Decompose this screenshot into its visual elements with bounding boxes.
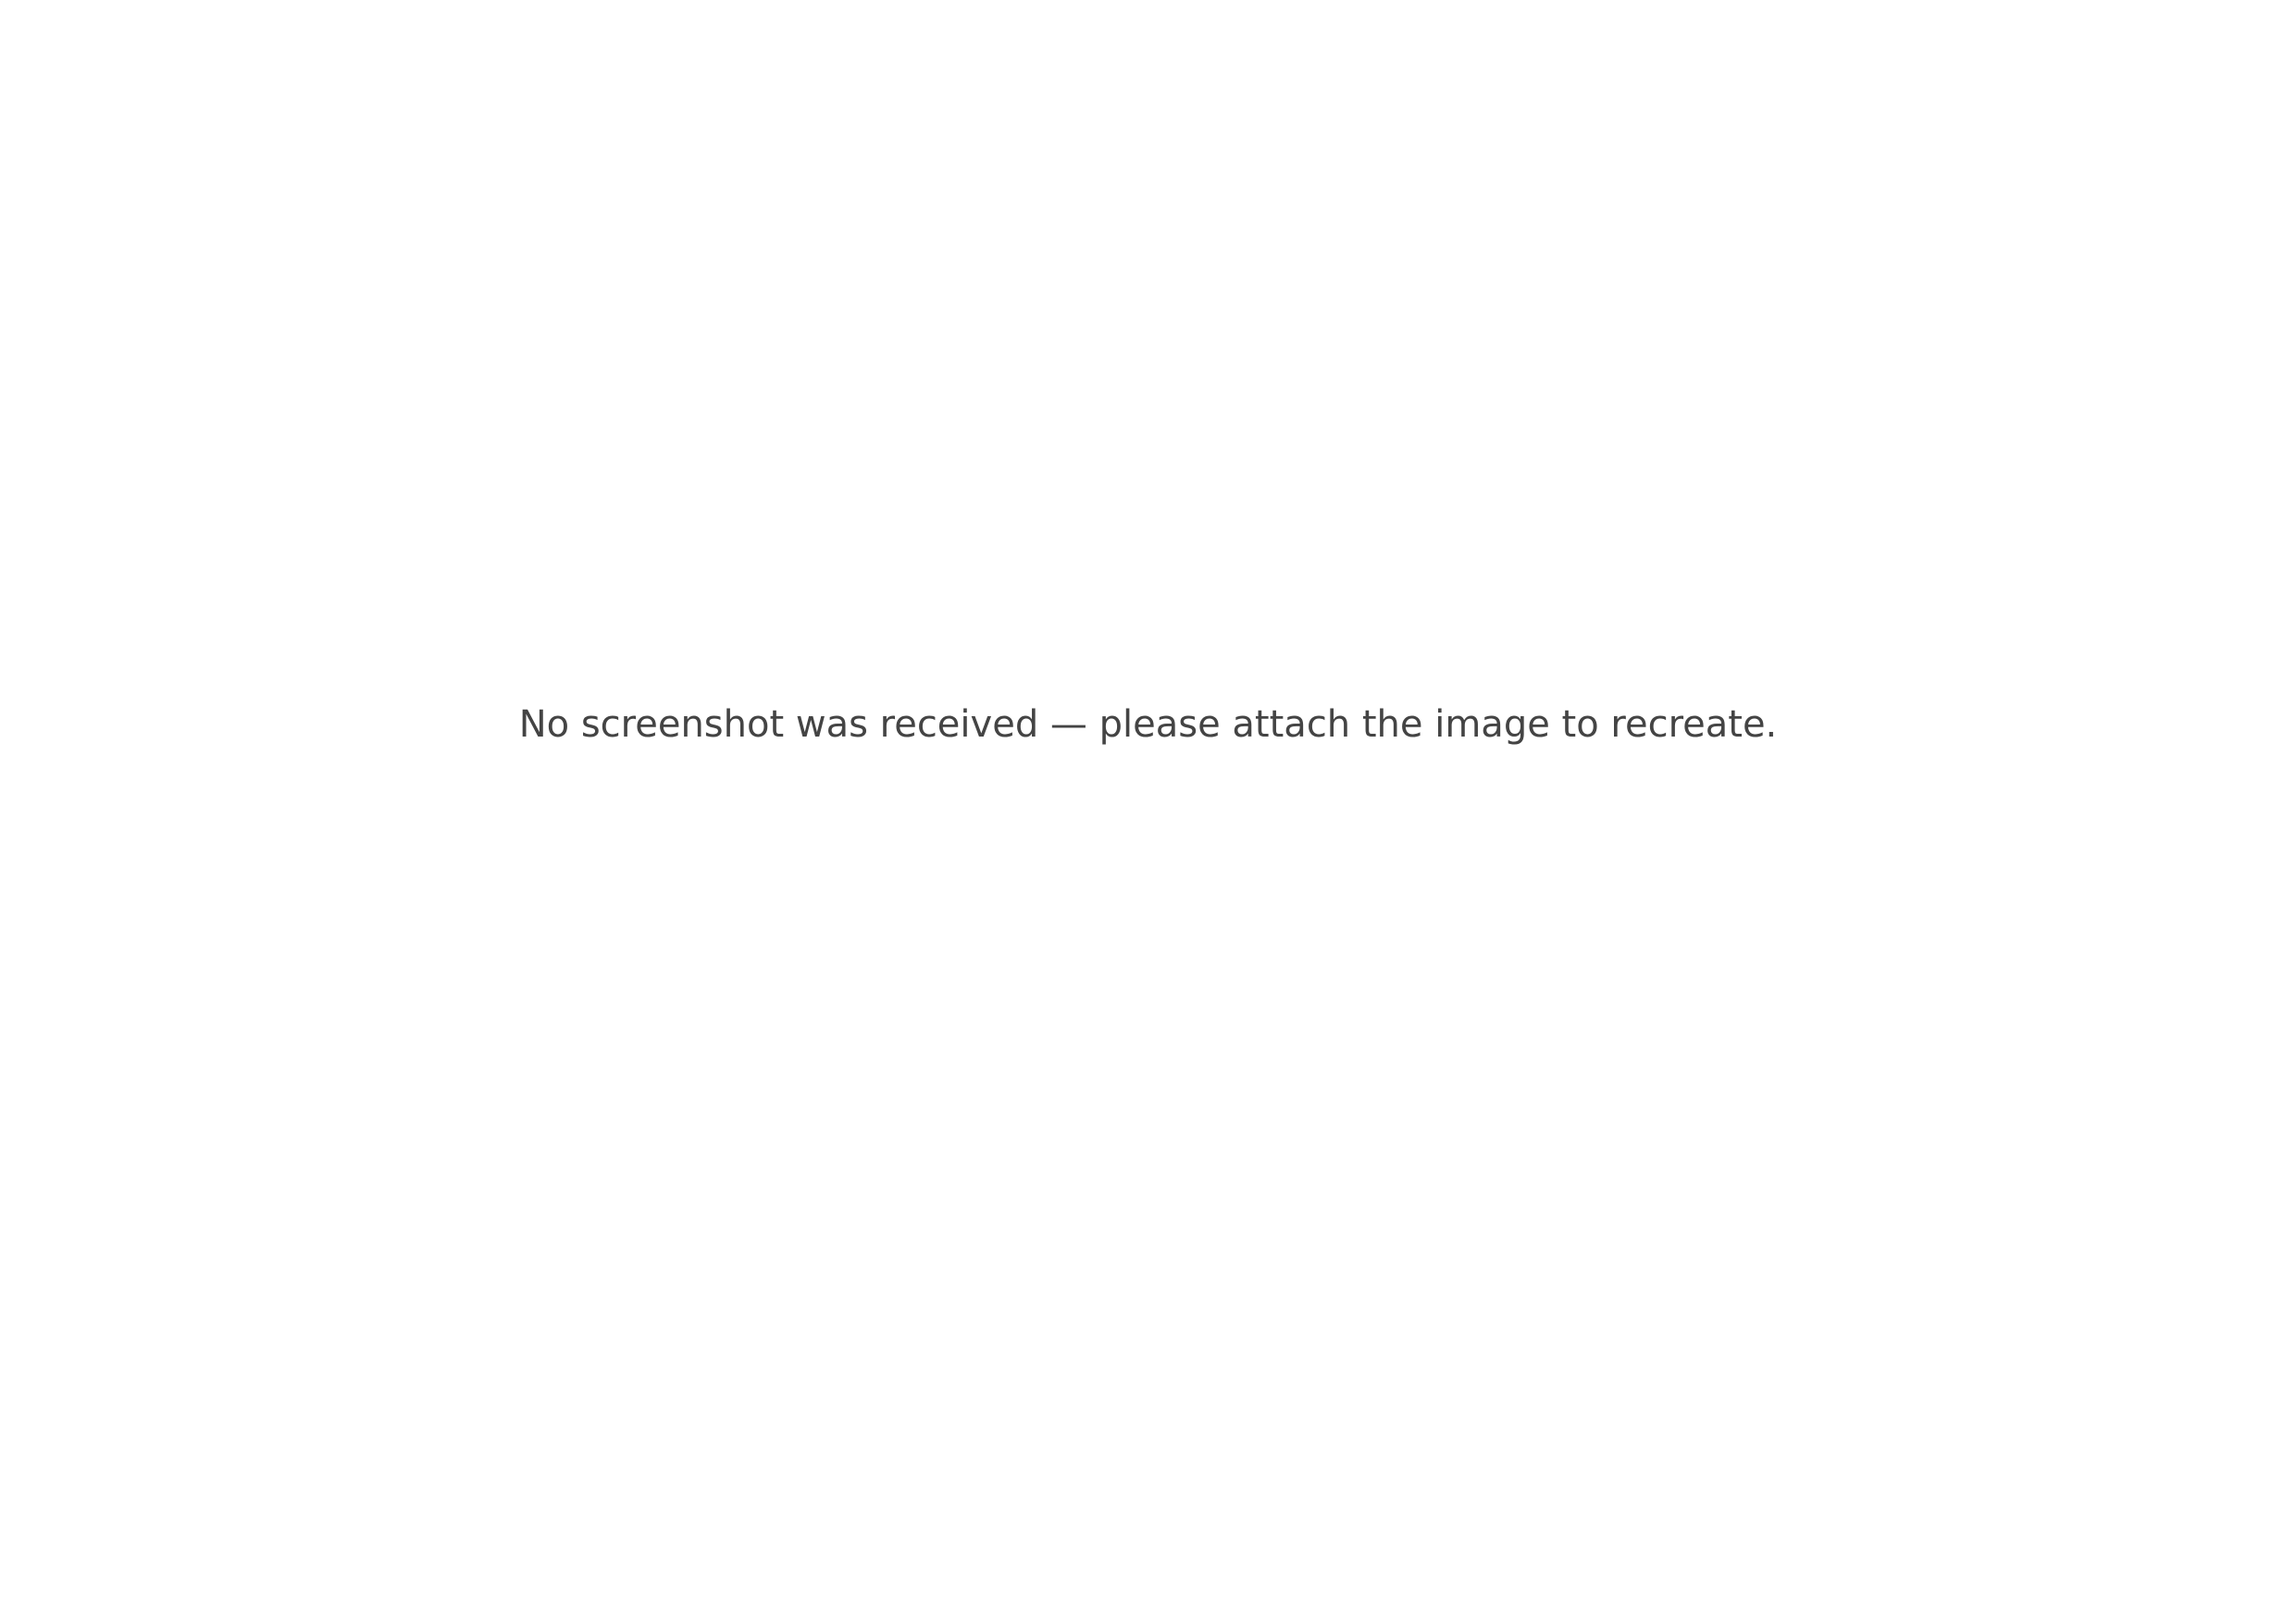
missing-image-notice: No screenshot was received — please attach the image to recreate. bbox=[518, 703, 1778, 746]
